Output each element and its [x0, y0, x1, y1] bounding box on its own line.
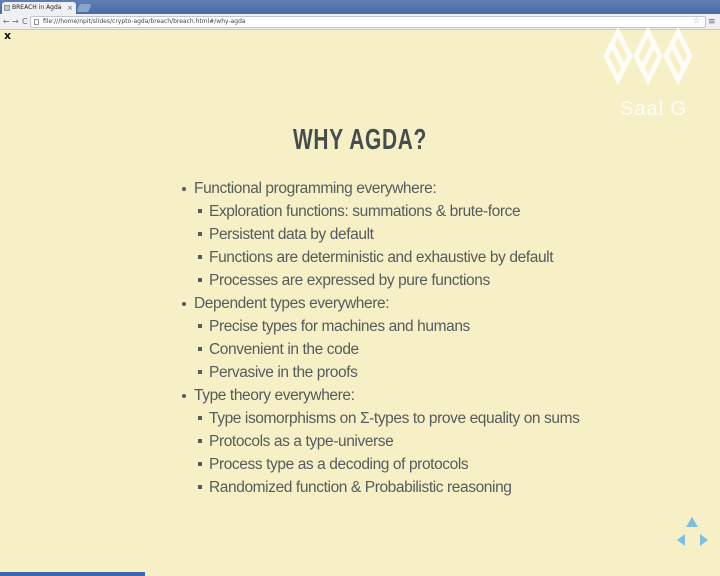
slide-title: WHY AGDA? — [292, 124, 428, 156]
bullet-list — [180, 177, 580, 499]
bullet-text: Protocols as a type-universe — [209, 433, 394, 450]
bullet-text: Dependent types everywhere: — [194, 295, 390, 312]
bullet-dot-icon — [182, 394, 186, 398]
tab-close-icon[interactable]: × — [67, 4, 73, 12]
bullet-square-icon — [198, 370, 202, 374]
url-text: file:///home/npit/slides/crypto-agda/breach/breach.html#/why-agda — [43, 18, 246, 25]
sub-bullet-item — [180, 407, 580, 430]
bullet-square-icon — [198, 232, 202, 236]
new-tab-button[interactable] — [77, 4, 92, 12]
bullet-text: Randomized function & Probabilistic reasoning — [209, 479, 512, 496]
bullet-text: Functions are deterministic and exhaustive by default — [209, 249, 554, 266]
sub-bullet-item — [180, 361, 580, 384]
bullet-square-icon — [198, 416, 202, 420]
tab-strip — [0, 0, 720, 14]
slide-progress-bar — [0, 572, 145, 576]
sub-bullet-item — [180, 453, 580, 476]
nav-left-arrow-icon[interactable] — [677, 534, 685, 546]
bullet-text: Type isomorphisms on Σ-types to prove equality on sums — [209, 410, 580, 427]
browser-menu-icon[interactable]: ≡ — [708, 17, 716, 27]
bullet-text: Type theory everywhere: — [194, 387, 355, 404]
bullet-text: Exploration functions: summations & brute-force — [209, 203, 521, 220]
page-icon — [34, 19, 39, 25]
reload-icon[interactable]: C — [22, 17, 28, 26]
logo-text: Saal G — [620, 98, 688, 120]
sub-bullet-item — [180, 315, 580, 338]
bullet-text: Functional programming everywhere: — [194, 180, 437, 197]
sub-bullet-item — [180, 338, 580, 361]
sub-bullet-item — [180, 200, 580, 223]
close-slide-button[interactable]: x — [4, 29, 12, 42]
nav-up-arrow-icon[interactable] — [686, 517, 698, 527]
sub-bullet-item — [180, 246, 580, 269]
bullet-text: Pervasive in the proofs — [209, 364, 358, 381]
browser-tab[interactable] — [2, 2, 76, 14]
bullet-square-icon — [198, 324, 202, 328]
bookmark-star-icon[interactable]: ☆ — [692, 16, 700, 25]
bullet-square-icon — [198, 462, 202, 466]
bullet-item — [180, 177, 580, 200]
sub-bullet-item — [180, 430, 580, 453]
bullet-square-icon — [198, 439, 202, 443]
bullet-square-icon — [198, 347, 202, 351]
bullet-text: Process type as a decoding of protocols — [209, 456, 469, 473]
nav-right-arrow-icon[interactable] — [700, 534, 708, 546]
bullet-item — [180, 384, 580, 407]
bullet-dot-icon — [182, 302, 186, 306]
sub-bullet-item — [180, 223, 580, 246]
bullet-square-icon — [198, 255, 202, 259]
bullet-text: Processes are expressed by pure functions — [209, 272, 490, 289]
bullet-text: Convenient in the code — [209, 341, 359, 358]
back-icon[interactable]: ← — [3, 17, 10, 26]
bullet-text: Precise types for machines and humans — [209, 318, 470, 335]
bullet-square-icon — [198, 209, 202, 213]
bullet-square-icon — [198, 278, 202, 282]
bullet-square-icon — [198, 485, 202, 489]
bullet-item — [180, 292, 580, 315]
forward-icon[interactable]: → — [12, 17, 19, 26]
bullet-dot-icon — [182, 187, 186, 191]
page-favicon-icon — [4, 5, 10, 11]
sub-bullet-item — [180, 476, 580, 499]
bullet-text: Persistent data by default — [209, 226, 374, 243]
tab-title: BREACH in Agda — [12, 4, 62, 11]
sub-bullet-item — [180, 269, 580, 292]
